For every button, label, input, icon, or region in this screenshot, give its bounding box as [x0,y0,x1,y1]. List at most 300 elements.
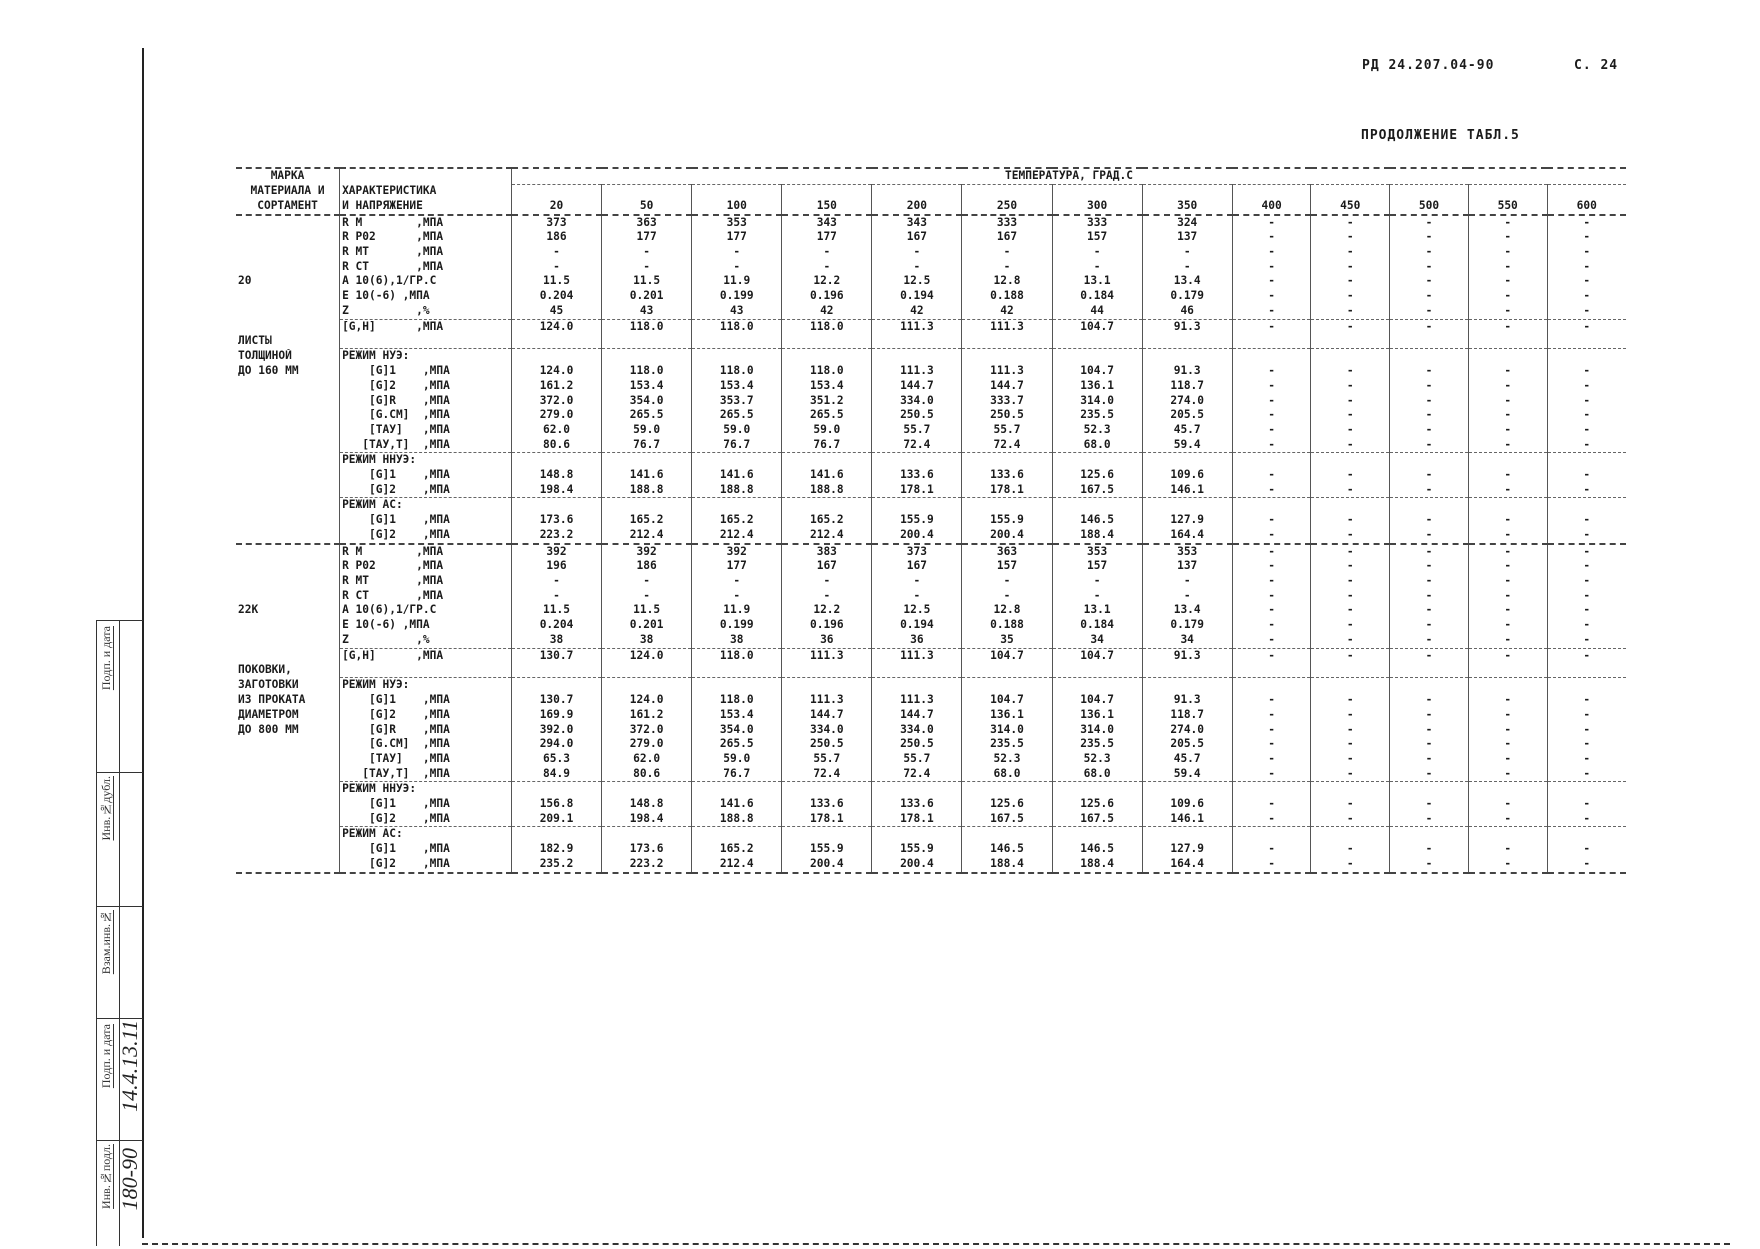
value-cell: - [1311,513,1390,528]
value-cell [1052,827,1142,842]
value-cell: - [1232,857,1311,873]
value-cell: 161.2 [602,708,692,723]
value-cell [1547,678,1626,693]
value-cell [1232,678,1311,693]
header-spacer [1142,184,1232,199]
value-cell: 35 [962,633,1052,648]
value-cell: - [1547,857,1626,873]
value-cell: - [1311,797,1390,812]
header-temperature-value: 450 [1311,199,1390,215]
value-cell: - [1311,423,1390,438]
value-cell [1142,678,1232,693]
value-cell: 52.3 [1052,423,1142,438]
value-cell: 200.4 [962,528,1052,544]
table-row [236,693,1626,708]
value-cell: - [1311,438,1390,453]
value-cell: - [1311,752,1390,767]
value-cell: 80.6 [511,438,601,453]
value-cell: 62.0 [602,752,692,767]
value-cell [872,782,962,797]
value-cell: - [1232,574,1311,589]
value-cell: - [1547,559,1626,574]
value-cell: 118.7 [1142,379,1232,394]
value-cell: 137 [1142,559,1232,574]
value-cell: - [1390,274,1469,289]
value-cell: 250.5 [872,737,962,752]
value-cell: - [1311,364,1390,379]
value-cell: - [1547,423,1626,438]
header-temperature-value: 500 [1390,199,1469,215]
value-cell: - [1390,618,1469,633]
value-cell [1311,349,1390,364]
value-cell: 62.0 [511,423,601,438]
value-cell: 76.7 [692,438,782,453]
header-material: МАТЕРИАЛА И [250,184,325,198]
characteristic-cell: [G]1 ,МПА [340,364,512,379]
value-cell: - [1311,842,1390,857]
value-cell: 188.4 [1052,528,1142,544]
value-cell [1547,663,1626,678]
value-cell: 0.194 [872,618,962,633]
value-cell: 153.4 [692,379,782,394]
value-cell: 91.3 [1142,319,1232,334]
value-cell: 45.7 [1142,752,1232,767]
value-cell [782,498,872,513]
material-cell [236,423,340,438]
value-cell: - [1468,304,1547,319]
value-cell: 137 [1142,230,1232,245]
value-cell: 353 [692,216,782,231]
value-cell [782,453,872,468]
value-cell: 205.5 [1142,408,1232,423]
value-cell: 59.0 [692,423,782,438]
value-cell [872,498,962,513]
value-cell: - [1311,767,1390,782]
value-cell: 209.1 [511,812,601,827]
value-cell [1142,782,1232,797]
value-cell: 186 [602,559,692,574]
value-cell: 144.7 [872,708,962,723]
value-cell: 55.7 [962,423,1052,438]
value-cell: - [1142,574,1232,589]
value-cell: - [1232,633,1311,648]
material-cell [236,545,340,560]
characteristic-cell: [ТАУ,Т] ,МПА [340,438,512,453]
value-cell: - [1390,633,1469,648]
header-row [236,168,1626,184]
header-spacer [872,184,962,199]
value-cell [602,453,692,468]
material-cell [236,648,340,663]
value-cell: 133.6 [872,797,962,812]
material-cell [236,394,340,409]
value-cell: - [1390,364,1469,379]
value-cell: - [1311,260,1390,275]
value-cell: 59.4 [1142,438,1232,453]
table-row [236,379,1626,394]
value-cell [692,782,782,797]
value-cell: - [1232,513,1311,528]
value-cell: 65.3 [511,752,601,767]
value-cell [511,334,601,349]
value-cell [962,334,1052,349]
value-cell: 130.7 [511,648,601,663]
value-cell: 0.184 [1052,289,1142,304]
value-cell: 0.188 [962,289,1052,304]
header-characteristic [340,168,512,184]
value-cell: 343 [782,216,872,231]
header-spacer [782,184,872,199]
table-row [236,574,1626,589]
value-cell: - [1232,693,1311,708]
value-cell [1468,334,1547,349]
value-cell: 36 [782,633,872,648]
header-spacer [1547,184,1626,199]
value-cell [602,498,692,513]
value-cell [602,782,692,797]
value-cell [782,827,872,842]
value-cell: - [1311,230,1390,245]
value-cell: 72.4 [782,767,872,782]
value-cell: - [1547,438,1626,453]
value-cell [1142,827,1232,842]
value-cell: - [1311,633,1390,648]
value-cell: - [1232,648,1311,663]
value-cell [602,334,692,349]
characteristic-cell: A 10(6),1/ГР.С [340,603,512,618]
header-spacer [1390,184,1469,199]
value-cell: 118.7 [1142,708,1232,723]
value-cell: - [1468,483,1547,498]
value-cell: - [1468,589,1547,604]
value-cell [602,827,692,842]
characteristic-cell: R M ,МПА [340,216,512,231]
value-cell: - [1390,230,1469,245]
characteristic-cell: [G]1 ,МПА [340,468,512,483]
material-cell: ЛИСТЫ [238,334,272,348]
value-cell: - [782,260,872,275]
material-cell: ДО 160 ММ [238,364,299,378]
value-cell: 13.1 [1052,603,1142,618]
value-cell [1468,498,1547,513]
value-cell [1390,349,1469,364]
material-cell [236,483,340,498]
header-spacer [1468,184,1547,199]
value-cell: - [1468,737,1547,752]
value-cell: 235.2 [511,857,601,873]
value-cell: 198.4 [511,483,601,498]
value-cell [692,663,782,678]
value-cell: - [1547,842,1626,857]
value-cell: 141.6 [692,468,782,483]
value-cell: - [1547,274,1626,289]
value-cell: - [1390,797,1469,812]
characteristic-cell: РЕЖИМ НУЭ: [340,349,512,364]
value-cell [1390,678,1469,693]
value-cell: - [1390,648,1469,663]
value-cell: 12.5 [872,603,962,618]
value-cell: - [1311,528,1390,544]
characteristic-cell: [ТАУ,Т] ,МПА [340,767,512,782]
value-cell: 59.0 [692,752,782,767]
value-cell [962,349,1052,364]
value-cell: 155.9 [872,513,962,528]
value-cell: - [1390,767,1469,782]
value-cell: - [1052,574,1142,589]
value-cell: 177 [692,230,782,245]
value-cell: - [1468,230,1547,245]
value-cell: 111.3 [872,319,962,334]
value-cell: - [1311,468,1390,483]
value-cell: 0.184 [1052,618,1142,633]
value-cell: - [1390,545,1469,560]
value-cell: 165.2 [782,513,872,528]
value-cell: 265.5 [692,408,782,423]
value-cell: - [1232,304,1311,319]
value-cell: 52.3 [962,752,1052,767]
value-cell: - [1468,408,1547,423]
value-cell [782,334,872,349]
value-cell [602,678,692,693]
value-cell: - [1468,603,1547,618]
value-cell: 212.4 [692,857,782,873]
value-cell: 363 [602,216,692,231]
table-row [236,842,1626,857]
value-cell: - [1547,633,1626,648]
value-cell: 80.6 [602,767,692,782]
material-cell [236,767,340,782]
value-cell: - [1232,216,1311,231]
value-cell: - [1311,545,1390,560]
value-cell: 235.5 [962,737,1052,752]
value-cell [782,663,872,678]
value-cell: 136.1 [1052,708,1142,723]
material-cell [236,230,340,245]
value-cell [692,827,782,842]
value-cell: - [1142,260,1232,275]
value-cell: 155.9 [962,513,1052,528]
value-cell: - [1390,423,1469,438]
header-spacer [1052,184,1142,199]
value-cell: 0.196 [782,618,872,633]
value-cell: - [1390,842,1469,857]
value-cell: 186 [511,230,601,245]
value-cell: 43 [602,304,692,319]
header-temperature-value: 600 [1547,199,1626,215]
value-cell: - [872,589,962,604]
value-cell: 161.2 [511,379,601,394]
value-cell: 0.196 [782,289,872,304]
value-cell: 148.8 [602,797,692,812]
table-row [236,767,1626,782]
material-cell [236,842,340,857]
characteristic-cell: [G]2 ,МПА [340,812,512,827]
value-cell: 11.5 [602,274,692,289]
value-cell: - [1468,468,1547,483]
value-cell: - [872,245,962,260]
value-cell: - [1468,633,1547,648]
table-row [236,603,1626,618]
value-cell: 200.4 [782,857,872,873]
value-cell: 0.188 [962,618,1052,633]
value-cell [1547,453,1626,468]
value-cell: 334.0 [782,723,872,738]
value-cell: - [1547,603,1626,618]
value-cell: 111.3 [782,693,872,708]
value-cell [602,349,692,364]
value-cell: 212.4 [692,528,782,544]
characteristic-cell: [G]2 ,МПА [340,528,512,544]
value-cell: - [1390,289,1469,304]
header-spacer [511,184,601,199]
header-spacer [602,184,692,199]
material-cell: ДИАМЕТРОМ [238,707,299,721]
value-cell: 196 [511,559,601,574]
value-cell: 351.2 [782,394,872,409]
characteristic-cell: [G]2 ,МПА [340,857,512,873]
value-cell: - [1232,438,1311,453]
value-cell: - [1468,767,1547,782]
value-cell: 146.5 [1052,513,1142,528]
table-row [236,453,1626,468]
characteristic-cell: R CT ,МПА [340,589,512,604]
material-cell [236,498,340,513]
value-cell: 333 [1052,216,1142,231]
value-cell: - [1232,468,1311,483]
value-cell [1311,678,1390,693]
value-cell [1052,498,1142,513]
material-cell [236,574,340,589]
value-cell: 167 [782,559,872,574]
material-cell [236,245,340,260]
characteristic-cell: R MT ,МПА [340,574,512,589]
value-cell: - [511,574,601,589]
value-cell: - [1547,260,1626,275]
value-cell: - [1468,260,1547,275]
value-cell: 363 [962,545,1052,560]
stamp-label-1: Подп. и дата [99,1024,113,1089]
value-cell: 165.2 [602,513,692,528]
value-cell: - [602,245,692,260]
value-cell: - [1547,379,1626,394]
value-cell: - [1052,260,1142,275]
table-row [236,812,1626,827]
value-cell: 153.4 [782,379,872,394]
value-cell: 177 [602,230,692,245]
material-cell [236,633,340,648]
value-cell: 45 [511,304,601,319]
value-cell: - [1052,589,1142,604]
value-cell: 157 [1052,559,1142,574]
value-cell: - [511,260,601,275]
characteristic-cell: R M ,МПА [340,545,512,560]
value-cell: 314.0 [1052,394,1142,409]
value-cell [872,349,962,364]
value-cell: - [1390,513,1469,528]
value-cell: 372.0 [511,394,601,409]
value-cell: 146.5 [962,842,1052,857]
value-cell: 212.4 [602,528,692,544]
characteristic-cell: РЕЖИМ АС: [340,498,512,513]
table-row [236,737,1626,752]
value-cell [1232,782,1311,797]
value-cell: - [872,260,962,275]
material-cell [236,304,340,319]
value-cell: - [782,589,872,604]
value-cell: 167.5 [962,812,1052,827]
value-cell: 274.0 [1142,394,1232,409]
value-cell [1311,498,1390,513]
value-cell: 372.0 [602,723,692,738]
value-cell: 144.7 [872,379,962,394]
value-cell: - [1390,260,1469,275]
value-cell: 188.8 [692,483,782,498]
value-cell: - [1547,245,1626,260]
value-cell: 133.6 [962,468,1052,483]
value-cell: - [1468,216,1547,231]
material-cell [236,260,340,275]
value-cell: - [1547,708,1626,723]
table-row [236,723,1626,738]
material-cell [236,408,340,423]
material-cell: ИЗ ПРОКАТА [238,693,306,707]
table-row [236,423,1626,438]
value-cell: 392 [511,545,601,560]
characteristic-cell: R P02 ,МПА [340,230,512,245]
value-cell [962,827,1052,842]
header-temperature-value: 50 [602,199,692,215]
value-cell: 42 [962,304,1052,319]
value-cell: - [1390,468,1469,483]
margin-stamp [96,620,143,1246]
value-cell: 11.5 [511,603,601,618]
value-cell: 173.6 [602,842,692,857]
value-cell: - [1311,693,1390,708]
value-cell: 173.6 [511,513,601,528]
value-cell [692,453,782,468]
characteristic-cell: РЕЖИМ НУЭ: [340,678,512,693]
value-cell: 205.5 [1142,737,1232,752]
value-cell: 144.7 [782,708,872,723]
value-cell [1311,334,1390,349]
value-cell [1468,453,1547,468]
value-cell: - [1390,559,1469,574]
header-temperature-value: 20 [511,199,601,215]
value-cell: 109.6 [1142,797,1232,812]
stamp-inventory-number: 180-90 [117,1148,142,1211]
value-cell: 125.6 [1052,797,1142,812]
value-cell [1232,663,1311,678]
value-cell: - [1468,423,1547,438]
characteristic-cell: Z ,% [340,304,512,319]
value-cell: 72.4 [872,767,962,782]
value-cell: 91.3 [1142,693,1232,708]
material-cell [236,589,340,604]
characteristic-cell: РЕЖИМ АС: [340,827,512,842]
value-cell: - [782,245,872,260]
table-continuation-title: ПРОДОЛЖЕНИЕ ТАБЛ.5 [1361,128,1520,143]
value-cell: 155.9 [872,842,962,857]
value-cell: - [1052,245,1142,260]
characteristic-cell: РЕЖИМ ННУЭ: [340,782,512,797]
characteristic-cell: [G.CM] ,МПА [340,408,512,423]
value-cell [692,334,782,349]
value-cell: 109.6 [1142,468,1232,483]
value-cell: - [1390,812,1469,827]
value-cell [511,498,601,513]
value-cell: 334.0 [872,723,962,738]
value-cell: - [1547,574,1626,589]
